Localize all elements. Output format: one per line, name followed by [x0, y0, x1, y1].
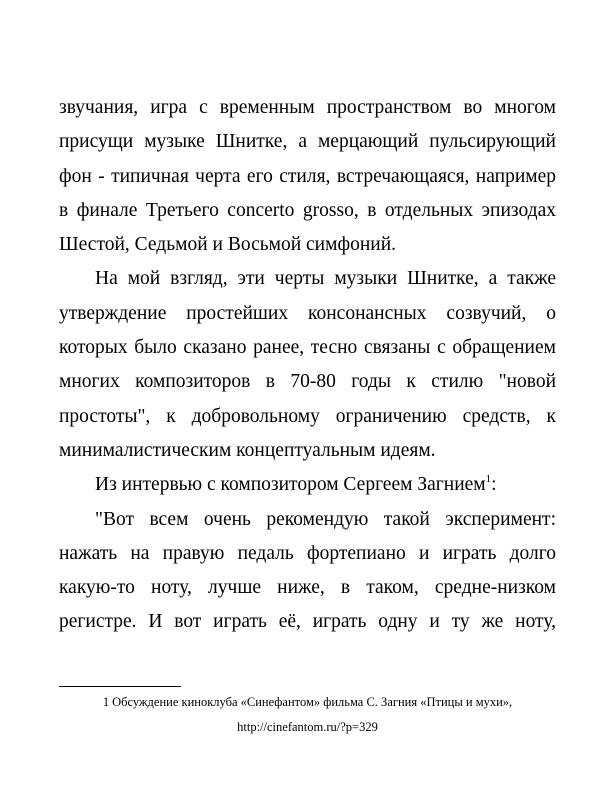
footnote-url-link[interactable]: http://cinefantom.ru/?p=329	[237, 720, 378, 734]
interview-intro-colon: :	[491, 474, 497, 496]
interview-intro-text: Из интервью с композитором Сергеем Загнием	[95, 474, 486, 496]
footnote-reference[interactable]: 1	[485, 473, 492, 486]
footnote-number: 1	[102, 695, 110, 709]
paragraph-quote: "Вот всем очень рекомендую такой эксперимент: нажать на правую педаль фортепиано и играть долго какую-то ноту, лучше ниже, в таком, средне-низком регистре. И вот играть её, играть одну и ту же ноту,	[59, 508, 556, 633]
paragraph-interview-intro	[59, 468, 556, 502]
paragraph-continuation: звучания, игра с временным пространством во многом присущи музыке Шнитке, а мерцающий пульсирующий фон - типичная черта его стиля, встречающаяся, например в финале Третьего concerto grosso, в отдельных эпизодах Шестой, Седьмой и Восьмой симфоний.	[59, 97, 556, 256]
paragraph-new-simplicity: На мой взгляд, эти черты музыки Шнитке, а также утверждение простейших консонансных созвучий, о которых было сказано ранее, тесно связаны с обращением многих композиторов в 70-80 годы к стилю "новой простоты", к добровольному ограничению средств, к минималистическим концептуальным идеям.	[59, 268, 556, 461]
footnote-divider	[59, 686, 181, 687]
footnote	[59, 690, 556, 740]
main-text	[59, 91, 556, 640]
footnote-text: Обсуждение киноклуба «Синефантом» фильма С. Загния «Птицы и мухи»,	[112, 695, 513, 709]
